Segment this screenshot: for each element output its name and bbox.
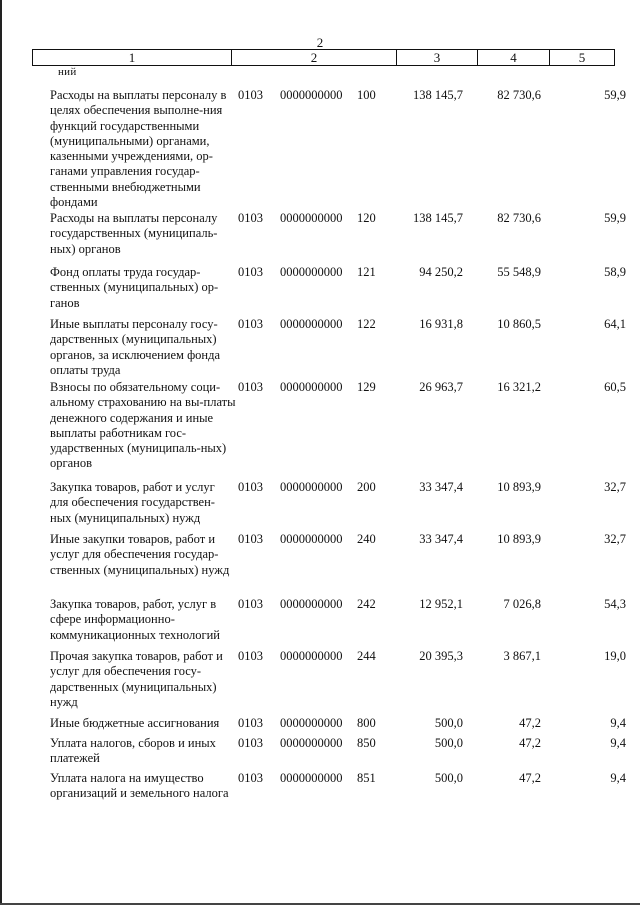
table-row xyxy=(0,597,640,649)
table-row xyxy=(0,716,640,736)
page-number: 2 xyxy=(316,35,324,50)
row-value-4: 47,2 xyxy=(519,716,541,730)
row-name: Уплата налога на имущество организаций и земельного налога xyxy=(50,771,229,801)
row-section: 0103 xyxy=(238,532,263,546)
row-section: 0103 xyxy=(238,771,263,785)
table-row xyxy=(0,532,640,597)
row-value-5: 64,1 xyxy=(604,317,626,331)
table-row xyxy=(0,736,640,771)
row-value-5: 32,7 xyxy=(604,480,626,494)
row-name: Взносы по обязательному соци-альному страхованию на вы-платы денежного содержания и иные выплаты работникам гос-ударственных (муниципаль-ных) органов xyxy=(50,380,236,471)
table-row xyxy=(0,88,640,211)
table-row xyxy=(0,380,640,480)
row-code: 0000000000 xyxy=(280,317,343,331)
row-value-5: 9,4 xyxy=(610,771,626,785)
row-name: Уплата налогов, сборов и иных платежей xyxy=(50,736,216,766)
row-value-4: 82 730,6 xyxy=(497,88,541,102)
column-header-3: 3 xyxy=(397,50,478,66)
row-value-5: 9,4 xyxy=(610,716,626,730)
row-value-4: 47,2 xyxy=(519,736,541,750)
row-value-4: 3 867,1 xyxy=(503,649,541,663)
table-row xyxy=(0,211,640,265)
table-row xyxy=(0,317,640,380)
row-type: 121 xyxy=(357,265,376,279)
row-type: 120 xyxy=(357,211,376,225)
row-value-3: 138 145,7 xyxy=(413,211,463,225)
row-name: Расходы на выплаты персоналу в целях обеспечения выполне-ния функций государственными (муниципальными) органами, казенными учреждениями, ор-ганами управления государ-ственными внебюджетными фондами xyxy=(50,88,227,210)
row-section: 0103 xyxy=(238,649,263,663)
column-header-2: 2 xyxy=(232,50,397,66)
row-section: 0103 xyxy=(238,736,263,750)
row-code: 0000000000 xyxy=(280,532,343,546)
row-name: Закупка товаров, работ и услуг для обеспечения государствен-ных (муниципальных) нужд xyxy=(50,480,215,525)
row-code: 0000000000 xyxy=(280,771,343,785)
row-code: 0000000000 xyxy=(280,597,343,611)
row-type: 244 xyxy=(357,649,376,663)
row-value-3: 16 931,8 xyxy=(419,317,463,331)
row-value-5: 19,0 xyxy=(604,649,626,663)
table-row xyxy=(0,265,640,317)
row-value-4: 47,2 xyxy=(519,771,541,785)
row-value-5: 54,3 xyxy=(604,597,626,611)
row-section: 0103 xyxy=(238,88,263,102)
row-code: 0000000000 xyxy=(280,736,343,750)
row-code: 0000000000 xyxy=(280,649,343,663)
row-value-4: 82 730,6 xyxy=(497,211,541,225)
row-section: 0103 xyxy=(238,211,263,225)
row-code: 0000000000 xyxy=(280,265,343,279)
row-value-3: 500,0 xyxy=(434,716,463,730)
column-header-row xyxy=(33,50,615,66)
row-value-5: 58,9 xyxy=(604,265,626,279)
row-type: 129 xyxy=(357,380,376,394)
row-value-5: 59,9 xyxy=(604,88,626,102)
row-section: 0103 xyxy=(238,265,263,279)
row-value-5: 9,4 xyxy=(610,736,626,750)
row-name: Расходы на выплаты персоналу государственных (муниципаль-ных) органов xyxy=(50,211,218,256)
row-value-3: 20 395,3 xyxy=(419,649,463,663)
row-section: 0103 xyxy=(238,380,263,394)
row-value-4: 10 893,9 xyxy=(497,480,541,494)
row-name: Прочая закупка товаров, работ и услуг для обеспечения госу-дарственных (муниципальных) нужд xyxy=(50,649,223,709)
row-section: 0103 xyxy=(238,317,263,331)
row-code: 0000000000 xyxy=(280,88,343,102)
column-header-4: 4 xyxy=(478,50,550,66)
row-type: 850 xyxy=(357,736,376,750)
row-value-3: 26 963,7 xyxy=(419,380,463,394)
row-value-5: 60,5 xyxy=(604,380,626,394)
row-code: 0000000000 xyxy=(280,480,343,494)
row-section: 0103 xyxy=(238,597,263,611)
row-name: Иные закупки товаров, работ и услуг для обеспечения государ-ственных (муниципальных) нужд xyxy=(50,532,230,577)
expense-rows xyxy=(0,88,640,821)
row-section: 0103 xyxy=(238,480,263,494)
table-row xyxy=(0,771,640,821)
column-header-1: 1 xyxy=(33,50,232,66)
continued-text: ний xyxy=(58,66,77,78)
row-type: 122 xyxy=(357,317,376,331)
row-code: 0000000000 xyxy=(280,716,343,730)
row-type: 851 xyxy=(357,771,376,785)
column-header-table xyxy=(32,49,615,66)
row-value-3: 33 347,4 xyxy=(419,532,463,546)
row-type: 100 xyxy=(357,88,376,102)
row-value-4: 7 026,8 xyxy=(503,597,541,611)
row-value-5: 32,7 xyxy=(604,532,626,546)
row-type: 800 xyxy=(357,716,376,730)
row-value-4: 10 860,5 xyxy=(497,317,541,331)
row-section: 0103 xyxy=(238,716,263,730)
row-value-4: 55 548,9 xyxy=(497,265,541,279)
table-row xyxy=(0,480,640,532)
row-name: Иные выплаты персоналу госу-дарственных (муниципальных) органов, за исключением фонда оплаты труда xyxy=(50,317,221,377)
row-value-3: 33 347,4 xyxy=(419,480,463,494)
row-value-4: 16 321,2 xyxy=(497,380,541,394)
row-value-3: 12 952,1 xyxy=(419,597,463,611)
column-header-5: 5 xyxy=(550,50,615,66)
row-name: Фонд оплаты труда государ-ственных (муниципальных) ор-ганов xyxy=(50,265,219,310)
row-value-3: 138 145,7 xyxy=(413,88,463,102)
table-row xyxy=(0,649,640,716)
row-code: 0000000000 xyxy=(280,211,343,225)
row-value-3: 500,0 xyxy=(434,736,463,750)
row-value-3: 94 250,2 xyxy=(419,265,463,279)
row-code: 0000000000 xyxy=(280,380,343,394)
row-type: 242 xyxy=(357,597,376,611)
row-value-3: 500,0 xyxy=(434,771,463,785)
row-name: Закупка товаров, работ, услуг в сфере информационно-коммуникационных технологий xyxy=(50,597,220,642)
row-value-5: 59,9 xyxy=(604,211,626,225)
row-value-4: 10 893,9 xyxy=(497,532,541,546)
row-name: Иные бюджетные ассигнования xyxy=(50,716,220,730)
row-type: 240 xyxy=(357,532,376,546)
row-type: 200 xyxy=(357,480,376,494)
